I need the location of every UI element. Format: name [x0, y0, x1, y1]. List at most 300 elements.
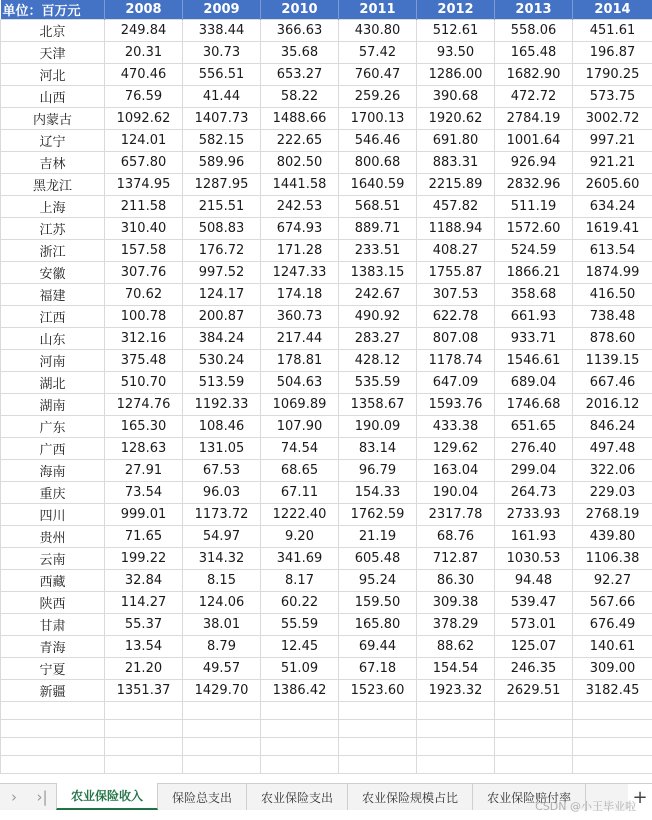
value-cell[interactable]: 174.18 — [261, 284, 339, 306]
value-cell[interactable]: 428.12 — [339, 350, 417, 372]
value-cell[interactable]: 159.50 — [339, 592, 417, 614]
value-cell[interactable]: 70.62 — [105, 284, 183, 306]
empty-cell[interactable] — [105, 756, 183, 774]
value-cell[interactable]: 190.04 — [417, 482, 495, 504]
value-cell[interactable]: 1488.66 — [261, 108, 339, 130]
value-cell[interactable]: 8.79 — [183, 636, 261, 658]
empty-cell[interactable] — [105, 702, 183, 720]
value-cell[interactable]: 38.01 — [183, 614, 261, 636]
value-cell[interactable]: 1593.76 — [417, 394, 495, 416]
value-cell[interactable]: 94.48 — [495, 570, 573, 592]
value-cell[interactable]: 378.29 — [417, 614, 495, 636]
value-cell[interactable]: 30.73 — [183, 42, 261, 64]
value-cell[interactable]: 613.54 — [573, 240, 652, 262]
value-cell[interactable]: 215.51 — [183, 196, 261, 218]
value-cell[interactable]: 530.24 — [183, 350, 261, 372]
value-cell[interactable]: 128.63 — [105, 438, 183, 460]
value-cell[interactable]: 229.03 — [573, 482, 652, 504]
value-cell[interactable]: 283.27 — [339, 328, 417, 350]
value-cell[interactable]: 32.84 — [105, 570, 183, 592]
value-cell[interactable]: 107.90 — [261, 416, 339, 438]
value-cell[interactable]: 647.09 — [417, 372, 495, 394]
value-cell[interactable]: 921.21 — [573, 152, 652, 174]
value-cell[interactable]: 634.24 — [573, 196, 652, 218]
value-cell[interactable]: 384.24 — [183, 328, 261, 350]
value-cell[interactable]: 1682.90 — [495, 64, 573, 86]
value-cell[interactable]: 366.63 — [261, 20, 339, 42]
value-cell[interactable]: 67.18 — [339, 658, 417, 680]
province-cell[interactable]: 广东 — [1, 416, 105, 438]
province-cell[interactable]: 海南 — [1, 460, 105, 482]
empty-cell[interactable] — [339, 756, 417, 774]
value-cell[interactable]: 2605.60 — [573, 174, 652, 196]
value-cell[interactable]: 497.48 — [573, 438, 652, 460]
value-cell[interactable]: 3182.45 — [573, 680, 652, 702]
value-cell[interactable]: 199.22 — [105, 548, 183, 570]
value-cell[interactable]: 1755.87 — [417, 262, 495, 284]
value-cell[interactable]: 512.61 — [417, 20, 495, 42]
value-cell[interactable]: 1429.70 — [183, 680, 261, 702]
province-cell[interactable]: 内蒙古 — [1, 108, 105, 130]
value-cell[interactable]: 1441.58 — [261, 174, 339, 196]
value-cell[interactable]: 114.27 — [105, 592, 183, 614]
value-cell[interactable]: 125.07 — [495, 636, 573, 658]
province-cell[interactable]: 云南 — [1, 548, 105, 570]
value-cell[interactable]: 1222.40 — [261, 504, 339, 526]
province-cell[interactable]: 江苏 — [1, 218, 105, 240]
value-cell[interactable]: 556.51 — [183, 64, 261, 86]
value-cell[interactable]: 430.80 — [339, 20, 417, 42]
value-cell[interactable]: 322.06 — [573, 460, 652, 482]
value-cell[interactable]: 93.50 — [417, 42, 495, 64]
empty-cell[interactable] — [573, 702, 652, 720]
value-cell[interactable]: 558.06 — [495, 20, 573, 42]
province-cell[interactable]: 吉林 — [1, 152, 105, 174]
value-cell[interactable]: 1192.33 — [183, 394, 261, 416]
value-cell[interactable]: 511.19 — [495, 196, 573, 218]
value-cell[interactable]: 299.04 — [495, 460, 573, 482]
value-cell[interactable]: 242.53 — [261, 196, 339, 218]
empty-cell[interactable] — [261, 756, 339, 774]
value-cell[interactable]: 1106.38 — [573, 548, 652, 570]
value-cell[interactable]: 307.76 — [105, 262, 183, 284]
value-cell[interactable]: 312.16 — [105, 328, 183, 350]
value-cell[interactable]: 510.70 — [105, 372, 183, 394]
value-cell[interactable]: 1790.25 — [573, 64, 652, 86]
value-cell[interactable]: 140.61 — [573, 636, 652, 658]
value-cell[interactable]: 165.48 — [495, 42, 573, 64]
province-cell[interactable]: 四川 — [1, 504, 105, 526]
empty-cell[interactable] — [573, 738, 652, 756]
value-cell[interactable]: 338.44 — [183, 20, 261, 42]
value-cell[interactable]: 165.30 — [105, 416, 183, 438]
value-cell[interactable]: 49.57 — [183, 658, 261, 680]
value-cell[interactable]: 12.45 — [261, 636, 339, 658]
province-cell[interactable]: 天津 — [1, 42, 105, 64]
value-cell[interactable]: 1700.13 — [339, 108, 417, 130]
value-cell[interactable]: 163.04 — [417, 460, 495, 482]
value-cell[interactable]: 259.26 — [339, 86, 417, 108]
value-cell[interactable]: 674.93 — [261, 218, 339, 240]
value-cell[interactable]: 689.04 — [495, 372, 573, 394]
value-cell[interactable]: 622.78 — [417, 306, 495, 328]
value-cell[interactable]: 889.71 — [339, 218, 417, 240]
value-cell[interactable]: 2629.51 — [495, 680, 573, 702]
value-cell[interactable]: 21.20 — [105, 658, 183, 680]
value-cell[interactable]: 546.46 — [339, 130, 417, 152]
province-cell[interactable]: 江西 — [1, 306, 105, 328]
value-cell[interactable]: 20.31 — [105, 42, 183, 64]
empty-cell[interactable] — [339, 702, 417, 720]
value-cell[interactable]: 67.53 — [183, 460, 261, 482]
value-cell[interactable]: 200.87 — [183, 306, 261, 328]
province-cell[interactable]: 安徽 — [1, 262, 105, 284]
province-cell[interactable]: 西藏 — [1, 570, 105, 592]
value-cell[interactable]: 124.17 — [183, 284, 261, 306]
empty-cell[interactable] — [105, 738, 183, 756]
value-cell[interactable]: 92.27 — [573, 570, 652, 592]
value-cell[interactable]: 71.65 — [105, 526, 183, 548]
value-cell[interactable]: 1407.73 — [183, 108, 261, 130]
province-cell[interactable]: 黑龙江 — [1, 174, 105, 196]
empty-cell[interactable] — [417, 702, 495, 720]
tab-insurance-total-expense[interactable]: 保险总支出 — [158, 784, 247, 810]
value-cell[interactable]: 878.60 — [573, 328, 652, 350]
value-cell[interactable]: 676.49 — [573, 614, 652, 636]
empty-cell[interactable] — [183, 720, 261, 738]
empty-cell[interactable] — [1, 702, 105, 720]
unit-label[interactable]: 单位：百万元 — [1, 0, 105, 20]
value-cell[interactable]: 933.71 — [495, 328, 573, 350]
value-cell[interactable]: 96.79 — [339, 460, 417, 482]
value-cell[interactable]: 217.44 — [261, 328, 339, 350]
year-header[interactable]: 2014 — [573, 0, 652, 20]
value-cell[interactable]: 154.54 — [417, 658, 495, 680]
empty-cell[interactable] — [183, 702, 261, 720]
empty-cell[interactable] — [417, 756, 495, 774]
empty-cell[interactable] — [183, 756, 261, 774]
province-cell[interactable]: 福建 — [1, 284, 105, 306]
value-cell[interactable]: 490.92 — [339, 306, 417, 328]
value-cell[interactable]: 667.46 — [573, 372, 652, 394]
value-cell[interactable]: 504.63 — [261, 372, 339, 394]
empty-cell[interactable] — [495, 756, 573, 774]
table-row — [1, 548, 652, 570]
value-cell[interactable]: 651.65 — [495, 416, 573, 438]
value-cell[interactable]: 222.65 — [261, 130, 339, 152]
empty-cell[interactable] — [573, 720, 652, 738]
value-cell[interactable]: 1178.74 — [417, 350, 495, 372]
value-cell[interactable]: 691.80 — [417, 130, 495, 152]
value-cell[interactable]: 13.54 — [105, 636, 183, 658]
value-cell[interactable]: 1523.60 — [339, 680, 417, 702]
value-cell[interactable]: 573.75 — [573, 86, 652, 108]
empty-cell[interactable] — [261, 738, 339, 756]
value-cell[interactable]: 309.00 — [573, 658, 652, 680]
value-cell[interactable]: 196.87 — [573, 42, 652, 64]
value-cell[interactable]: 1640.59 — [339, 174, 417, 196]
province-cell[interactable]: 山东 — [1, 328, 105, 350]
province-cell[interactable]: 浙江 — [1, 240, 105, 262]
empty-cell[interactable] — [1, 756, 105, 774]
value-cell[interactable]: 451.61 — [573, 20, 652, 42]
value-cell[interactable]: 76.59 — [105, 86, 183, 108]
value-cell[interactable]: 712.87 — [417, 548, 495, 570]
value-cell[interactable]: 997.52 — [183, 262, 261, 284]
tab-agri-insurance-income[interactable]: 农业保险收入 — [56, 783, 158, 810]
value-cell[interactable]: 276.40 — [495, 438, 573, 460]
value-cell[interactable]: 309.38 — [417, 592, 495, 614]
value-cell[interactable]: 242.67 — [339, 284, 417, 306]
value-cell[interactable]: 21.19 — [339, 526, 417, 548]
value-cell[interactable]: 165.80 — [339, 614, 417, 636]
value-cell[interactable]: 3002.72 — [573, 108, 652, 130]
province-cell[interactable]: 贵州 — [1, 526, 105, 548]
value-cell[interactable]: 1874.99 — [573, 262, 652, 284]
value-cell[interactable]: 83.14 — [339, 438, 417, 460]
value-cell[interactable]: 264.73 — [495, 482, 573, 504]
value-cell[interactable]: 457.82 — [417, 196, 495, 218]
value-cell[interactable]: 807.08 — [417, 328, 495, 350]
value-cell[interactable]: 1286.00 — [417, 64, 495, 86]
value-cell[interactable]: 1546.61 — [495, 350, 573, 372]
value-cell[interactable]: 846.24 — [573, 416, 652, 438]
value-cell[interactable]: 567.66 — [573, 592, 652, 614]
value-cell[interactable]: 661.93 — [495, 306, 573, 328]
province-cell[interactable]: 河南 — [1, 350, 105, 372]
value-cell[interactable]: 171.28 — [261, 240, 339, 262]
value-cell[interactable]: 1619.41 — [573, 218, 652, 240]
province-cell[interactable]: 北京 — [1, 20, 105, 42]
empty-cell[interactable] — [417, 720, 495, 738]
value-cell[interactable]: 176.72 — [183, 240, 261, 262]
value-cell[interactable]: 738.48 — [573, 306, 652, 328]
value-cell[interactable]: 472.72 — [495, 86, 573, 108]
value-cell[interactable]: 246.35 — [495, 658, 573, 680]
tab-scroll-last-button[interactable]: ›| — [36, 788, 48, 806]
province-cell[interactable]: 河北 — [1, 64, 105, 86]
value-cell[interactable]: 1139.15 — [573, 350, 652, 372]
value-cell[interactable]: 1572.60 — [495, 218, 573, 240]
value-cell[interactable]: 653.27 — [261, 64, 339, 86]
value-cell[interactable]: 513.59 — [183, 372, 261, 394]
value-cell[interactable]: 375.48 — [105, 350, 183, 372]
year-header[interactable]: 2011 — [339, 0, 417, 20]
province-cell[interactable]: 陕西 — [1, 592, 105, 614]
tab-scroll-next-button[interactable]: › — [11, 788, 17, 806]
value-cell[interactable]: 54.97 — [183, 526, 261, 548]
value-cell[interactable]: 341.69 — [261, 548, 339, 570]
value-cell[interactable]: 55.37 — [105, 614, 183, 636]
value-cell[interactable]: 124.01 — [105, 130, 183, 152]
value-cell[interactable]: 1374.95 — [105, 174, 183, 196]
value-cell[interactable]: 2784.19 — [495, 108, 573, 130]
value-cell[interactable]: 69.44 — [339, 636, 417, 658]
value-cell[interactable]: 2016.12 — [573, 394, 652, 416]
value-cell[interactable]: 760.47 — [339, 64, 417, 86]
empty-cell[interactable] — [339, 720, 417, 738]
value-cell[interactable]: 161.93 — [495, 526, 573, 548]
value-cell[interactable]: 802.50 — [261, 152, 339, 174]
value-cell[interactable]: 1173.72 — [183, 504, 261, 526]
empty-cell[interactable] — [261, 720, 339, 738]
value-cell[interactable]: 1069.89 — [261, 394, 339, 416]
value-cell[interactable]: 1001.64 — [495, 130, 573, 152]
value-cell[interactable]: 524.59 — [495, 240, 573, 262]
province-cell[interactable]: 青海 — [1, 636, 105, 658]
tab-agri-insurance-payout-ratio[interactable]: 农业保险赔付率 — [473, 784, 586, 810]
value-cell[interactable]: 1383.15 — [339, 262, 417, 284]
value-cell[interactable]: 57.42 — [339, 42, 417, 64]
value-cell[interactable]: 73.54 — [105, 482, 183, 504]
value-cell[interactable]: 55.59 — [261, 614, 339, 636]
value-cell[interactable]: 129.62 — [417, 438, 495, 460]
value-cell[interactable]: 154.33 — [339, 482, 417, 504]
empty-cell[interactable] — [573, 756, 652, 774]
tab-agri-insurance-expense[interactable]: 农业保险支出 — [247, 784, 348, 810]
empty-cell[interactable] — [1, 720, 105, 738]
value-cell[interactable]: 997.21 — [573, 130, 652, 152]
value-cell[interactable]: 926.94 — [495, 152, 573, 174]
year-header[interactable]: 2009 — [183, 0, 261, 20]
value-cell[interactable]: 508.83 — [183, 218, 261, 240]
year-header[interactable]: 2013 — [495, 0, 573, 20]
value-cell[interactable]: 68.76 — [417, 526, 495, 548]
value-cell[interactable]: 568.51 — [339, 196, 417, 218]
empty-cell[interactable] — [495, 738, 573, 756]
value-cell[interactable]: 1092.62 — [105, 108, 183, 130]
value-cell[interactable]: 8.15 — [183, 570, 261, 592]
value-cell[interactable]: 800.68 — [339, 152, 417, 174]
year-header[interactable]: 2008 — [105, 0, 183, 20]
value-cell[interactable]: 124.06 — [183, 592, 261, 614]
value-cell[interactable]: 2832.96 — [495, 174, 573, 196]
value-cell[interactable]: 439.80 — [573, 526, 652, 548]
value-cell[interactable]: 535.59 — [339, 372, 417, 394]
year-header[interactable]: 2012 — [417, 0, 495, 20]
value-cell[interactable]: 9.20 — [261, 526, 339, 548]
value-cell[interactable]: 573.01 — [495, 614, 573, 636]
table-row — [1, 306, 652, 328]
value-cell[interactable]: 1358.67 — [339, 394, 417, 416]
value-cell[interactable]: 96.03 — [183, 482, 261, 504]
value-cell[interactable]: 310.40 — [105, 218, 183, 240]
value-cell[interactable]: 41.44 — [183, 86, 261, 108]
tab-agri-insurance-scale-ratio[interactable]: 农业保险规模占比 — [348, 784, 473, 810]
value-cell[interactable]: 1866.21 — [495, 262, 573, 284]
value-cell[interactable]: 8.17 — [261, 570, 339, 592]
value-cell[interactable]: 233.51 — [339, 240, 417, 262]
value-cell[interactable]: 88.62 — [417, 636, 495, 658]
value-cell[interactable]: 657.80 — [105, 152, 183, 174]
empty-cell[interactable] — [495, 720, 573, 738]
value-cell[interactable]: 999.01 — [105, 504, 183, 526]
year-header[interactable]: 2010 — [261, 0, 339, 20]
value-cell[interactable]: 58.22 — [261, 86, 339, 108]
value-cell[interactable]: 100.78 — [105, 306, 183, 328]
value-cell[interactable]: 408.27 — [417, 240, 495, 262]
value-cell[interactable]: 314.32 — [183, 548, 261, 570]
value-cell[interactable]: 35.68 — [261, 42, 339, 64]
value-cell[interactable]: 589.96 — [183, 152, 261, 174]
empty-cell[interactable] — [1, 738, 105, 756]
value-cell[interactable]: 1247.33 — [261, 262, 339, 284]
value-cell[interactable]: 1274.76 — [105, 394, 183, 416]
value-cell[interactable]: 95.24 — [339, 570, 417, 592]
value-cell[interactable]: 131.05 — [183, 438, 261, 460]
empty-cell[interactable] — [105, 720, 183, 738]
value-cell[interactable]: 68.65 — [261, 460, 339, 482]
province-cell[interactable]: 山西 — [1, 86, 105, 108]
empty-cell[interactable] — [495, 702, 573, 720]
province-cell[interactable]: 湖北 — [1, 372, 105, 394]
value-cell[interactable]: 1746.68 — [495, 394, 573, 416]
province-cell[interactable]: 辽宁 — [1, 130, 105, 152]
value-cell[interactable]: 433.38 — [417, 416, 495, 438]
value-cell[interactable]: 2317.78 — [417, 504, 495, 526]
province-cell[interactable]: 新疆 — [1, 680, 105, 702]
value-cell[interactable]: 1287.95 — [183, 174, 261, 196]
value-cell[interactable]: 883.31 — [417, 152, 495, 174]
value-cell[interactable]: 178.81 — [261, 350, 339, 372]
add-sheet-button[interactable]: + — [628, 784, 652, 810]
value-cell[interactable]: 539.47 — [495, 592, 573, 614]
value-cell[interactable]: 416.50 — [573, 284, 652, 306]
empty-cell[interactable] — [339, 738, 417, 756]
province-cell[interactable]: 湖南 — [1, 394, 105, 416]
value-cell[interactable]: 605.48 — [339, 548, 417, 570]
value-cell[interactable]: 86.30 — [417, 570, 495, 592]
province-cell[interactable]: 宁夏 — [1, 658, 105, 680]
value-cell[interactable]: 582.15 — [183, 130, 261, 152]
value-cell[interactable]: 74.54 — [261, 438, 339, 460]
value-cell[interactable]: 51.09 — [261, 658, 339, 680]
value-cell[interactable]: 470.46 — [105, 64, 183, 86]
value-cell[interactable]: 1762.59 — [339, 504, 417, 526]
table-row — [1, 504, 652, 526]
value-cell[interactable]: 358.68 — [495, 284, 573, 306]
value-cell[interactable]: 2215.89 — [417, 174, 495, 196]
value-cell[interactable]: 1030.53 — [495, 548, 573, 570]
empty-cell[interactable] — [183, 738, 261, 756]
value-cell[interactable]: 307.53 — [417, 284, 495, 306]
value-cell[interactable]: 190.09 — [339, 416, 417, 438]
value-cell[interactable]: 360.73 — [261, 306, 339, 328]
province-cell[interactable]: 甘肃 — [1, 614, 105, 636]
empty-cell[interactable] — [261, 702, 339, 720]
value-cell[interactable]: 249.84 — [105, 20, 183, 42]
value-cell[interactable]: 211.58 — [105, 196, 183, 218]
value-cell[interactable]: 1351.37 — [105, 680, 183, 702]
value-cell[interactable]: 390.68 — [417, 86, 495, 108]
empty-cell[interactable] — [417, 738, 495, 756]
value-cell[interactable]: 1386.42 — [261, 680, 339, 702]
province-cell[interactable]: 广西 — [1, 438, 105, 460]
province-cell[interactable]: 上海 — [1, 196, 105, 218]
value-cell[interactable]: 2768.19 — [573, 504, 652, 526]
value-cell[interactable]: 27.91 — [105, 460, 183, 482]
empty-row — [1, 756, 652, 774]
value-cell[interactable]: 67.11 — [261, 482, 339, 504]
value-cell[interactable]: 1188.94 — [417, 218, 495, 240]
value-cell[interactable]: 60.22 — [261, 592, 339, 614]
value-cell[interactable]: 108.46 — [183, 416, 261, 438]
value-cell[interactable]: 2733.93 — [495, 504, 573, 526]
value-cell[interactable]: 1920.62 — [417, 108, 495, 130]
province-cell[interactable]: 重庆 — [1, 482, 105, 504]
value-cell[interactable]: 157.58 — [105, 240, 183, 262]
value-cell[interactable]: 1923.32 — [417, 680, 495, 702]
